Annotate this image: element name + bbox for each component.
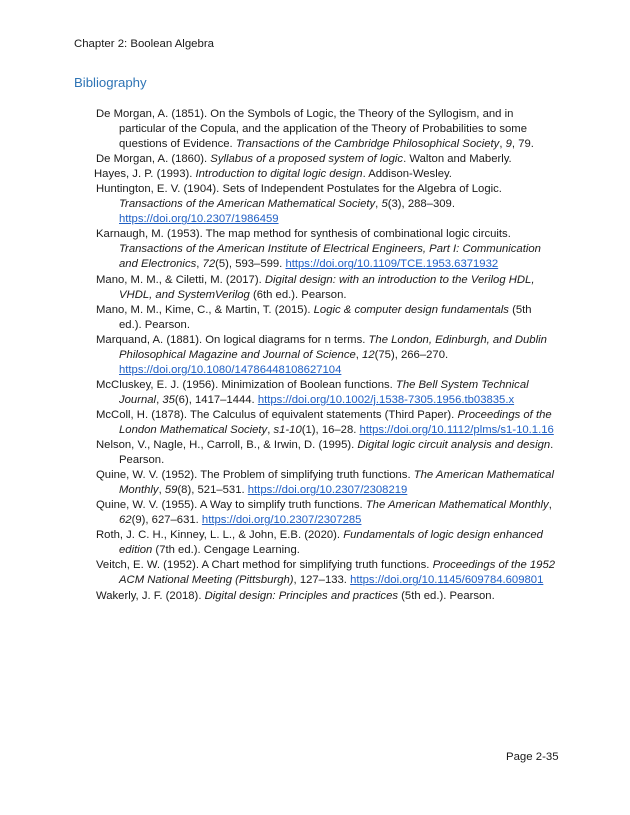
reference-rest2: (1), 16–28. [301,423,360,436]
reference-plain: Wakerly, J. F. (2018). [96,589,205,602]
reference-italic2: 72 [202,258,216,271]
doi-link[interactable]: https://doi.org/10.2307/2307285 [201,514,362,527]
reference-rest: (7th ed.). Cengage Learning. [152,544,300,557]
reference-italic2: 62 [119,514,132,527]
reference-plain: Marquand, A. (1881). On logical diagrams for n terms. [96,333,369,346]
reference-plain: McCluskey, E. J. (1956). Minimization of Boolean functions. [96,378,396,391]
reference-rest: (5th ed.). Pearson. [398,589,495,602]
doi-link[interactable]: https://doi.org/10.1080/14786448108627104 [119,363,342,376]
doi-link[interactable]: https://doi.org/10.1002/j.1538-7305.1956.tb03835.x [257,393,515,406]
reference-plain: Quine, W. V. (1952). The Problem of simplifying truth functions. [96,469,414,482]
bibliography-heading: Bibliography [74,75,147,90]
reference-italic2: s1-10 [273,423,302,436]
reference-plain: Quine, W. V. (1955). A Way to simplify truth functions. [96,499,366,512]
reference-italic: Digital logic circuit analysis and design [357,439,551,452]
reference-rest: (5th ed.). Pearson. [119,303,532,331]
reference-rest: . Pearson. [119,439,554,467]
reference-italic: Digital design: Principles and practices [204,589,399,602]
reference-rest2: (8), 521–531. [177,484,248,497]
chapter-header: Chapter 2: Boolean Algebra [74,38,214,50]
reference-rest: , [355,348,363,361]
reference-entry [96,227,556,272]
reference-rest2: (9), 627–631. [131,514,202,527]
reference-rest: . Walton and Maberly. [403,153,512,166]
reference-italic: The Bell System Technical Journal [119,378,529,406]
reference-italic: Transactions of the American Mathematical Society [119,198,376,211]
reference-entry [96,589,556,604]
reference-entry [96,528,556,558]
reference-italic: Fundamentals of logic design enhanced edition [119,529,543,557]
reference-plain: De Morgan, A. (1851). On the Symbols of Logic, the Theory of the Syllogism, and in particular of the Copula, and the application of the Theory of Probabilities to some questions of Evidence. [96,108,527,151]
reference-italic2: 35 [162,393,175,406]
reference-italic: Introduction to digital logic design [195,168,363,181]
doi-link[interactable]: https://doi.org/10.2307/1986459 [119,213,279,226]
reference-italic2: 9 [505,138,512,151]
reference-rest2: (5), 593–599. [215,258,286,271]
reference-entry [96,303,556,333]
reference-plain: McColl, H. (1878). The Calculus of equivalent statements (Third Paper). [96,408,458,421]
reference-rest: , 127–133. [293,574,351,587]
doi-link[interactable]: https://doi.org/10.1145/609784.609801 [350,574,544,587]
reference-plain: Veitch, E. W. (1952). A Chart method for simplifying truth functions. [96,559,433,572]
reference-rest: , [375,198,382,211]
doi-link[interactable]: https://doi.org/10.1109/TCE.1953.6371932 [285,258,499,271]
reference-entry [96,498,556,528]
reference-italic2: 12 [362,348,375,361]
reference-rest2: (3), 288–309. [387,198,455,211]
reference-entry [96,558,556,588]
reference-rest2: (75), 266–270. [374,348,449,361]
reference-italic: Syllabus of a proposed system of logic [210,153,404,166]
reference-plain: Karnaugh, M. (1953). The map method for synthesis of combinational logic circuits. [96,228,511,241]
reference-plain: Mano, M. M., Kime, C., & Martin, T. (2015). [96,303,314,316]
reference-plain: Mano, M. M., & Ciletti, M. (2017). [96,273,265,286]
reference-italic: Transactions of the Cambridge Philosophical Society [235,138,500,151]
reference-entry [96,333,556,378]
reference-italic: The American Mathematical Monthly [365,499,549,512]
reference-rest: , [156,393,163,406]
reference-entry [96,182,556,227]
reference-italic2: 5 [381,198,388,211]
page-number: Page 2-35 [506,751,559,763]
reference-entry [96,378,556,408]
reference-plain: Huntington, E. V. (1904). Sets of Independent Postulates for the Algebra of Logic. [96,183,502,196]
doi-link[interactable]: https://doi.org/10.1112/plms/s1-10.1.16 [359,423,554,436]
reference-plain: Roth, J. C. H., Kinney, L. L., & John, E.B. (2020). [96,529,344,542]
reference-rest: , [499,138,506,151]
reference-rest: , [267,423,274,436]
reference-entry [96,438,556,468]
reference-entry [94,167,556,182]
reference-italic: Proceedings of the 1952 ACM National Meeting (Pittsburgh) [119,559,556,587]
reference-entry [96,468,556,498]
reference-italic: Transactions of the American Institute of Electrical Engineers, Part I: Communication and Electronics [119,243,541,271]
reference-rest: . Addison-Wesley. [362,168,452,181]
reference-entry [96,107,556,152]
reference-entry [96,273,556,303]
reference-italic: Proceedings of the London Mathematical Society [119,408,552,436]
reference-rest2: (6), 1417–1444. [174,393,258,406]
reference-italic: The London, Edinburgh, and Dublin Philosophical Magazine and Journal of Science [119,333,547,361]
reference-italic2: 59 [164,484,178,497]
reference-plain: Hayes, J. P. (1993). [94,168,196,181]
reference-rest2: , 79. [511,138,534,151]
reference-italic: Digital design: with an introduction to the Verilog HDL, VHDL, and SystemVerilog [119,273,535,301]
reference-rest: (6th ed.). Pearson. [249,288,347,301]
reference-rest: , [196,258,203,271]
reference-rest: , [158,484,165,497]
reference-list [96,107,556,604]
reference-entry [96,152,556,167]
reference-plain: De Morgan, A. (1860). [96,153,211,166]
reference-italic: Logic & computer design fundamentals [313,303,509,316]
doi-link[interactable]: https://doi.org/10.2307/2308219 [247,484,408,497]
reference-plain: Nelson, V., Nagle, H., Carroll, B., & Irwin, D. (1995). [96,439,358,452]
reference-rest: , [548,499,552,512]
reference-entry [96,408,556,438]
reference-italic: The American Mathematical Monthly [119,469,554,497]
